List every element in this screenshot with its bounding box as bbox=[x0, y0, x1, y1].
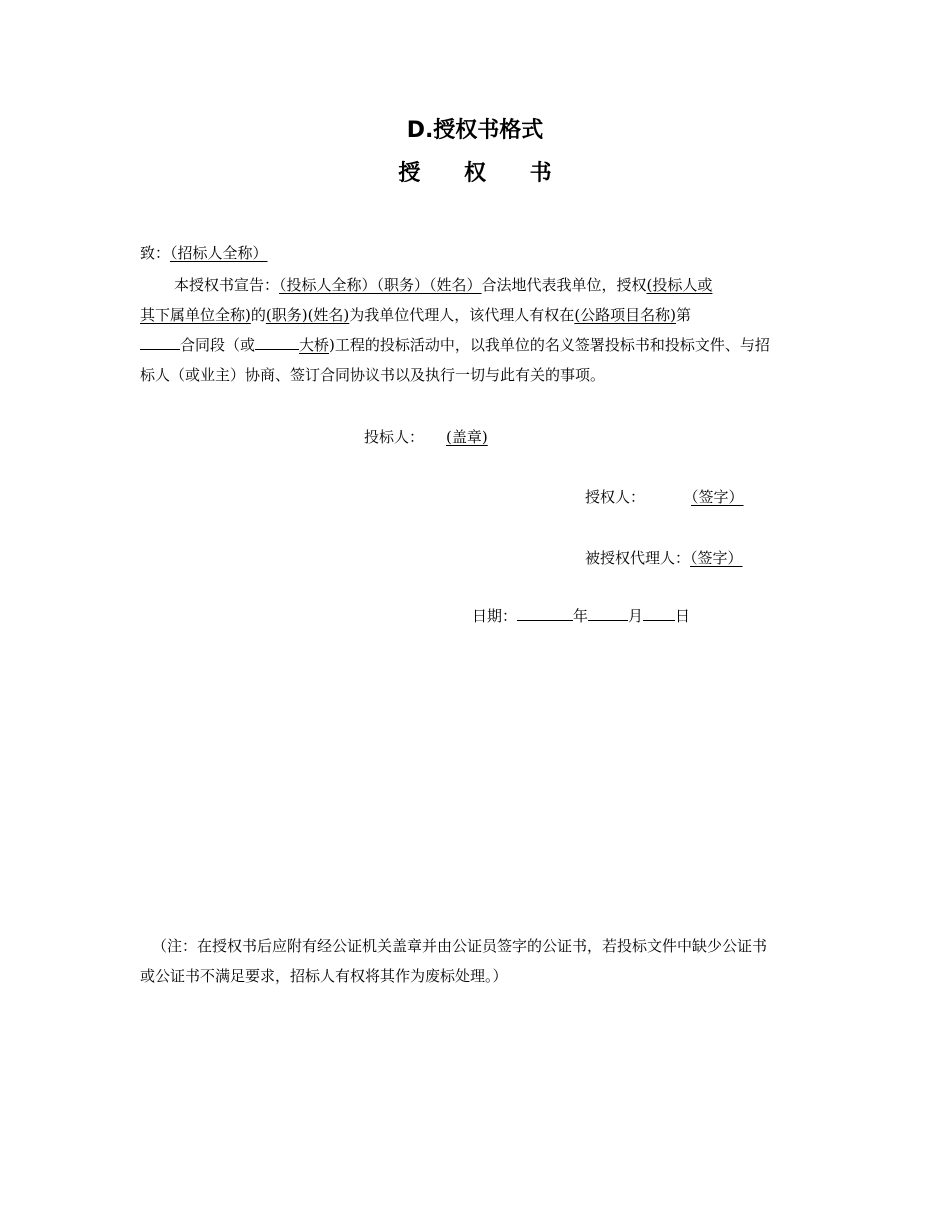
bidder-line bbox=[364, 427, 488, 447]
agent-label: 被授权代理人： bbox=[585, 549, 691, 567]
paragraph-line-2: 其下属单位全称)的(职务)(姓名)为我单位代理人，该代理人有权在(公路项目名称)第 bbox=[140, 306, 692, 324]
footnote-line-1: （注：在授权书后应附有经公证机关盖章并由公证员签字的公证书，若投标文件中缺少公证书 bbox=[152, 937, 768, 955]
paragraph-line-1: 本授权书宣告：（投标人全称）（职务）（姓名）合法地代表我单位，授权(投标人或 bbox=[174, 276, 713, 294]
day-blank bbox=[643, 606, 675, 621]
agent-signature: （签字） bbox=[690, 549, 743, 567]
agent-line bbox=[585, 548, 743, 568]
authorizer-label: 授权人： bbox=[585, 488, 646, 506]
day-label: 日 bbox=[675, 607, 691, 625]
addressee-value: （招标人全称） bbox=[170, 244, 268, 262]
year-blank bbox=[517, 606, 573, 621]
month-blank bbox=[588, 606, 628, 621]
month-label: 月 bbox=[628, 607, 644, 625]
footnote bbox=[140, 931, 812, 991]
footnote-line-2: 或公证书不满足要求，招标人有权将其作为废标处理。） bbox=[140, 967, 508, 985]
authorizer-line bbox=[585, 487, 744, 507]
bidder-seal: (盖章) bbox=[446, 428, 488, 446]
year-label: 年 bbox=[573, 607, 589, 625]
document-title: 授 权 书 bbox=[398, 161, 570, 186]
document-heading: D.授权书格式 bbox=[406, 118, 544, 143]
date-label: 日期： bbox=[472, 607, 518, 625]
date-line bbox=[472, 606, 690, 626]
paragraph-line-4: 标人（或业主）协商、签订合同协议书以及执行一切与此有关的事项。 bbox=[140, 366, 606, 384]
addressee-line bbox=[140, 243, 268, 263]
section-number-blank bbox=[140, 335, 180, 350]
paragraph-line-3: 合同段（或 大桥)工程的投标活动中，以我单位的名义签署投标书和投标文件、与招 bbox=[140, 330, 812, 360]
addressee-label: 致： bbox=[140, 244, 171, 262]
bridge-name-blank bbox=[255, 335, 299, 350]
authorization-paragraph bbox=[140, 270, 812, 390]
bidder-label: 投标人： bbox=[364, 428, 425, 446]
authorizer-signature: （签字） bbox=[691, 488, 744, 506]
